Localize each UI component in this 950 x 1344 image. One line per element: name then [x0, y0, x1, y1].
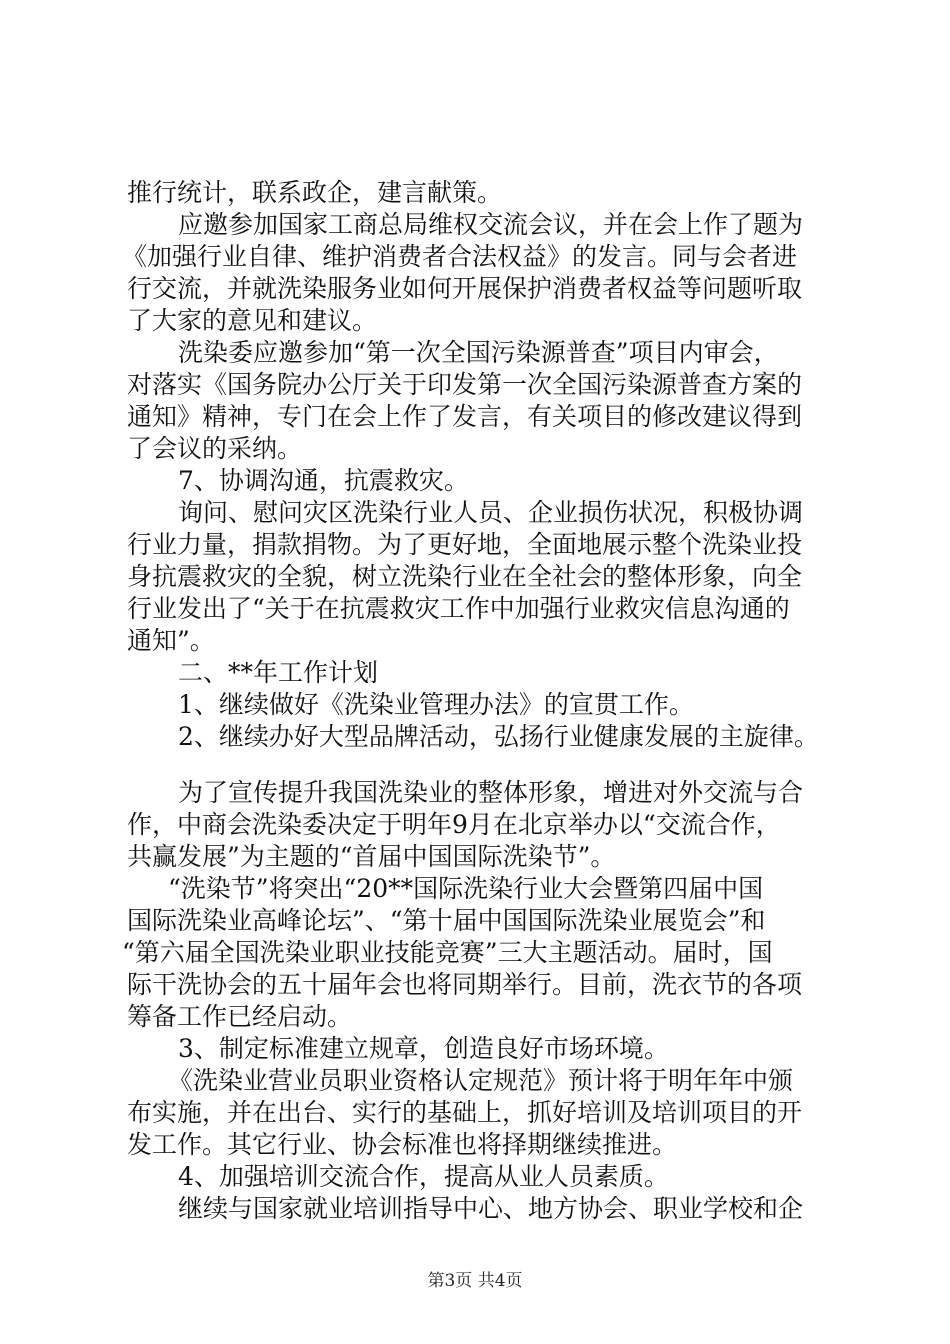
body-line-9: 了会议的采纳。 — [127, 434, 303, 463]
body-line-19: 为了宣传提升我国洗染业的整体形象，增进对外交流与合 — [178, 778, 804, 807]
body-line-26: 筹备工作已经启动。 — [127, 1002, 353, 1031]
body-line-7: 对落实《国务院办公厅关于印发第一次全国污染源普查方案的 — [127, 370, 803, 399]
body-line-5: 了大家的意见和建议。 — [127, 306, 378, 335]
body-line-21: 共赢发展”为主题的“首届中国国际洗染节”。 — [127, 842, 616, 871]
body-line-25: 际干洗协会的五十届年会也将同期举行。目前，洗衣节的各项 — [127, 970, 803, 999]
body-line-18: 2、继续办好大型品牌活动，弘扬行业健康发展的主旋律。 — [178, 722, 819, 751]
body-line-32: 继续与国家就业培训指导中心、地方协会、职业学校和企 — [178, 1194, 804, 1223]
body-line-20: 作，中商会洗染委决定于明年9月在北京举办以“交流合作， — [127, 810, 781, 839]
body-line-30: 发工作。其它行业、协会标准也将择期继续推进。 — [127, 1130, 678, 1159]
body-line-28: 《洗染业营业员职业资格认定规范》预计将于明年年中颁 — [168, 1066, 794, 1095]
body-line-29: 布实施，并在出台、实行的基础上，抓好培训及培训项目的开 — [127, 1098, 803, 1127]
body-line-16: 二、**年工作计划 — [178, 658, 379, 687]
body-line-11: 询问、慰问灾区洗染行业人员、企业损伤状况，积极协调 — [178, 498, 804, 527]
body-line-17: 1、继续做好《洗染业管理办法》的宣贯工作。 — [178, 690, 694, 719]
body-line-14: 行业发出了“关于在抗震救灾工作中加强行业救灾信息沟通的 — [127, 594, 790, 623]
body-line-4: 行交流，并就洗染服务业如何开展保护消费者权益等问题听取 — [127, 274, 803, 303]
body-line-3: 《加强行业自律、维护消费者合法权益》的发言。同与会者进 — [122, 242, 798, 271]
page-footer: 第3页 共4页 — [427, 1271, 523, 1291]
body-line-31: 4、加强培训交流合作，提高从业人员素质。 — [178, 1162, 669, 1191]
body-line-27: 3、制定标准建立规章，创造良好市场环境。 — [178, 1034, 669, 1063]
body-line-10: 7、协调沟通，抗震救灾。 — [178, 466, 469, 495]
body-line-2: 应邀参加国家工商总局维权交流会议，并在会上作了题为 — [178, 210, 804, 239]
body-line-24: “第六届全国洗染业职业技能竞赛”三大主题活动。届时，国 — [122, 938, 773, 967]
body-line-15: 通知”。 — [127, 626, 215, 655]
body-line-22: “洗染节”将突出“20**国际洗染行业大会暨第四届中国 — [168, 874, 764, 903]
body-line-6: 洗染委应邀参加“第一次全国污染源普查”项目内审会， — [178, 338, 779, 367]
body-line-13: 身抗震救灾的全貌，树立洗染行业在全社会的整体形象，向全 — [127, 562, 803, 591]
body-line-23: 国际洗染业高峰论坛”、“第十届中国国际洗染业展览会”和 — [127, 906, 766, 935]
body-line-12: 行业力量，捐款捐物。为了更好地，全面地展示整个洗染业投 — [127, 530, 803, 559]
body-line-1: 推行统计，联系政企，建言献策。 — [127, 178, 503, 207]
body-line-8: 通知》精神，专门在会上作了发言，有关项目的修改建议得到 — [127, 402, 803, 431]
